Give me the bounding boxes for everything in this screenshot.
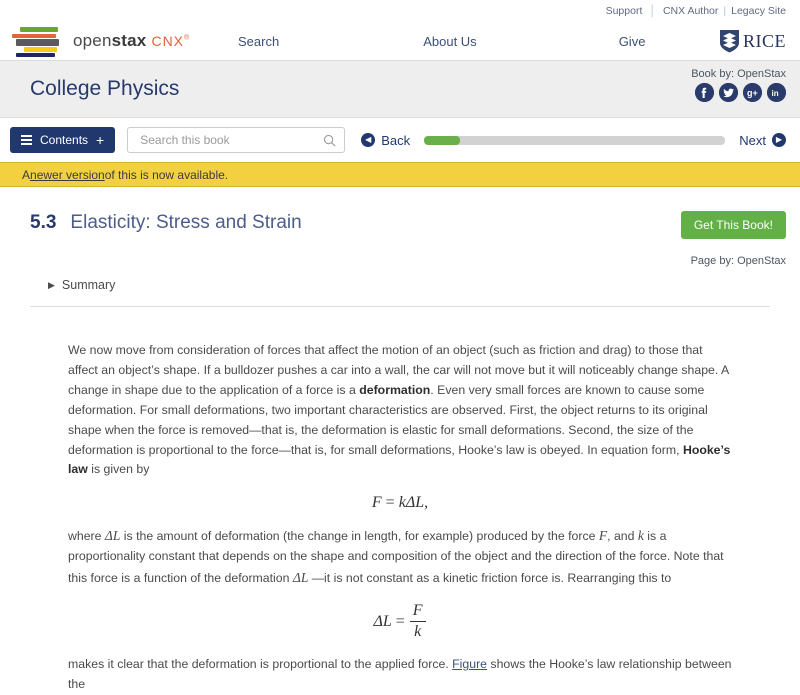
section-number: 5.3	[30, 212, 57, 233]
p1-text-c: is given by	[87, 462, 150, 477]
nav-item-about-us[interactable]: About Us	[423, 33, 477, 49]
next-label: Next	[739, 132, 766, 148]
book-by-label: Book by: OpenStax	[691, 68, 786, 80]
eq2-numerator: F	[412, 602, 423, 620]
p2-text-d: is a proportionality constant that depends on the shape and composition of the object and the direction of the force. Note that this force is a function of the deformation	[68, 529, 724, 586]
p2-text-e: —it is not constant as a kinetic friction force is. Rearranging this to	[308, 571, 672, 586]
search-input[interactable]	[138, 132, 323, 148]
p2-text-b: is the amount of deformation (the change in length, for example) produced by the force	[120, 529, 599, 544]
newer-version-link[interactable]: newer version	[30, 167, 105, 182]
back-button[interactable]	[361, 133, 410, 148]
google-plus-icon[interactable]	[743, 83, 762, 102]
eq1-equals: =	[385, 494, 395, 512]
p2-text-a: where	[68, 529, 105, 544]
paragraph-2	[68, 525, 732, 589]
equation-hookes-law	[68, 494, 732, 512]
list-icon	[21, 135, 32, 145]
book-attribution-block	[691, 68, 786, 102]
term-deformation: deformation	[359, 382, 431, 397]
plus-icon: +	[96, 132, 105, 148]
rice-shield-icon	[719, 29, 740, 53]
wordmark-open: open	[73, 31, 112, 50]
page-by-label: Page by: OpenStax	[690, 255, 786, 267]
eq2-fraction	[410, 602, 426, 641]
eq2-equals: =	[395, 613, 405, 631]
contents-button[interactable]	[10, 127, 115, 153]
p1-text-b: . Even very small forces are known to cause some deformation. For small deformations, two important characteristics are observed. First, the object returns to its original shape when the force is removed—that is, the deformation is elastic for small deformations. Second, the size of the deformation is proportional to the force—that is, for small deformations, Hooke’s law is obeyed. In equation form,	[68, 382, 708, 457]
eq1-delta-l: ΔL	[405, 494, 425, 512]
side-actions	[681, 211, 786, 267]
p2-math-k: k	[637, 528, 644, 544]
p2-math-delta-l-2: ΔL	[292, 570, 309, 586]
paragraph-1	[68, 341, 732, 480]
figure-link[interactable]: Figure	[452, 657, 488, 672]
term-hookes-law: Hooke’s law	[68, 442, 731, 477]
page-title: College Physics	[30, 77, 180, 100]
content-divider	[30, 306, 770, 307]
facebook-icon[interactable]	[695, 83, 714, 102]
back-label: Back	[381, 132, 411, 148]
utility-bar	[0, 0, 800, 22]
book-toolbar	[0, 118, 800, 162]
alert-prefix: A	[22, 167, 31, 182]
eq2-delta-l: ΔL	[373, 613, 392, 631]
section-title: Elasticity: Stress and Strain	[70, 212, 302, 233]
p2-math-delta-l-1: ΔL	[104, 528, 121, 544]
new-version-alert	[0, 162, 800, 187]
p3-text-a: makes it clear that the deformation is proportional to the applied force.	[68, 657, 453, 672]
primary-nav	[220, 34, 719, 49]
get-this-book-button[interactable]: Get This Book!	[681, 211, 786, 239]
book-title-band	[0, 60, 800, 118]
book-search-field[interactable]	[127, 127, 345, 153]
search-icon[interactable]	[323, 134, 336, 147]
cnx-author-link[interactable]: CNX Author	[662, 5, 719, 17]
svg-text:in: in	[771, 89, 779, 98]
openstax-wordmark	[73, 31, 189, 51]
page-navigation	[361, 133, 786, 148]
summary-label: Summary	[61, 278, 116, 292]
eq1-comma: ,	[424, 494, 429, 512]
section-heading	[30, 187, 770, 234]
social-share-row	[691, 83, 786, 102]
openstax-bars-icon	[10, 26, 66, 56]
eq2-denominator: k	[410, 621, 426, 641]
utility-divider-2: |	[723, 5, 727, 17]
summary-disclosure[interactable]	[30, 278, 770, 292]
wordmark-cnx: CNX	[151, 33, 185, 49]
chevron-left-icon: ◀	[361, 133, 375, 147]
page-content	[0, 187, 800, 695]
article-body	[30, 341, 770, 695]
legacy-site-link[interactable]: Legacy Site	[731, 5, 786, 17]
next-button[interactable]	[739, 133, 786, 148]
equation-rearranged	[68, 603, 732, 642]
p2-math-force: F	[598, 528, 608, 544]
twitter-icon[interactable]	[719, 83, 738, 102]
reading-progress-fill	[424, 136, 460, 145]
paragraph-3	[68, 655, 732, 695]
triangle-right-icon: ▶	[48, 279, 55, 290]
svg-text:g+: g+	[747, 88, 758, 98]
p1-text-a: We now move from consideration of forces that affect the motion of an object (such as friction and drag) to those that affect an object’s shape. If a bulldozer pushes a car into a wall, the car will not move but it will noticeably change shape. A change in shape due to the application of a force is a	[68, 343, 729, 397]
p2-text-c: , and	[607, 529, 638, 544]
masthead	[0, 22, 800, 60]
alert-suffix: of this is now available.	[104, 167, 229, 182]
support-link[interactable]: Support	[605, 5, 643, 17]
nav-item-give[interactable]: Give	[618, 33, 646, 49]
chevron-right-icon: ▶	[772, 133, 786, 147]
nav-item-search[interactable]: Search	[238, 33, 280, 49]
contents-button-label: Contents	[40, 133, 89, 147]
trademark-mark: ®	[184, 34, 190, 42]
eq1-spring-constant: k	[398, 494, 406, 512]
rice-university-logo[interactable]	[719, 29, 786, 53]
reading-progress-bar	[424, 136, 725, 145]
p3-text-b: shows the Hooke’s law relationship between the	[68, 657, 732, 691]
linkedin-icon[interactable]	[767, 83, 786, 102]
wordmark-stax: stax	[111, 31, 147, 50]
openstax-cnx-logo[interactable]	[10, 26, 220, 56]
eq1-force-symbol: F	[371, 494, 382, 512]
rice-wordmark: RICE	[742, 30, 786, 51]
utility-divider-1: │	[649, 5, 656, 17]
